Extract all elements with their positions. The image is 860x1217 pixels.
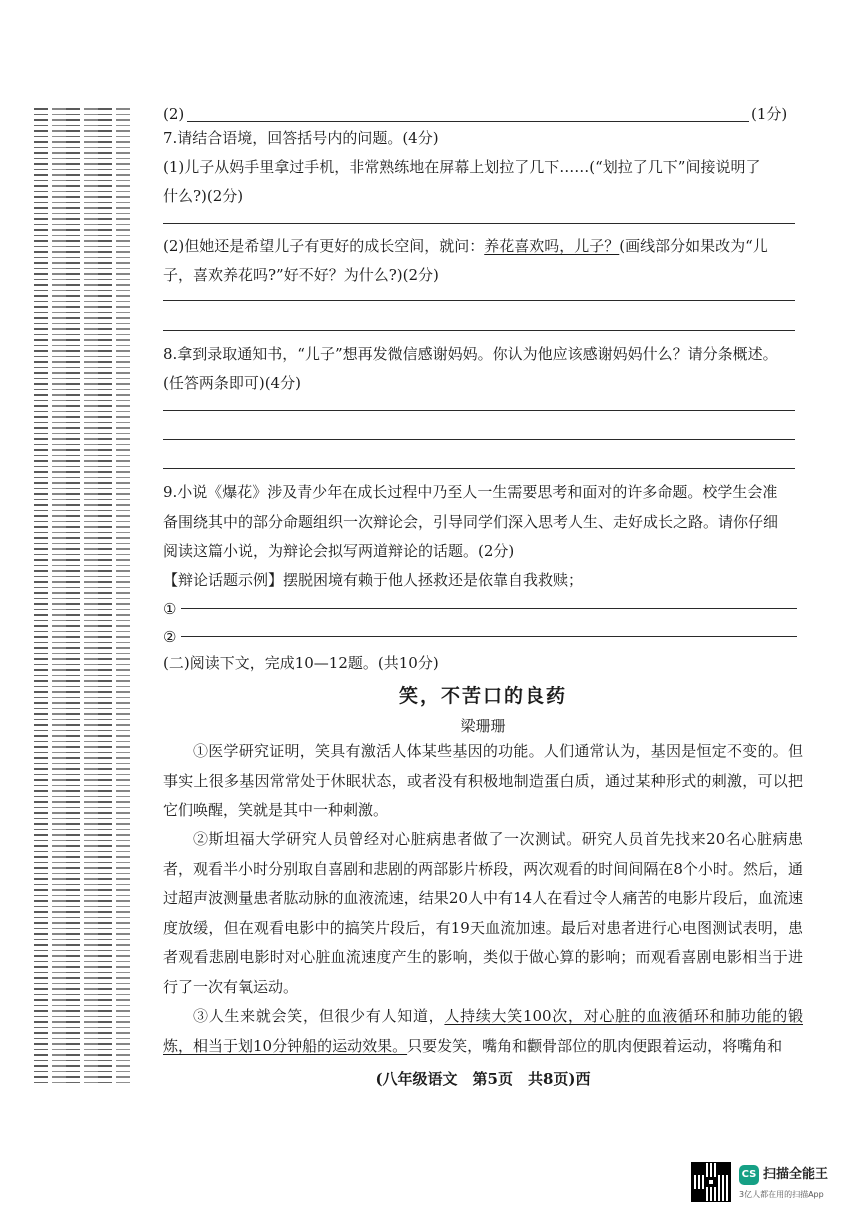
- article-paragraph-3: ③人生来就会笑，但很少有人知道，人持续大笑100次，对心脏的血液循环和肺功能的锻炼，相当于划10分钟船的运动效果。只要发笑，嘴角和颧骨部位的肌肉便跟着运动，将嘴角和: [163, 1007, 803, 1055]
- q9-line2: 备围绕其中的部分命题组织一次辩论会，引导同学们深入思考人生、走好成长之路。请你仔细: [163, 513, 779, 531]
- q7-stem: 7.请结合语境，回答括号内的问题。(4分): [163, 129, 439, 147]
- section-heading: (二)阅读下文，完成10—12题。(共10分): [163, 654, 439, 672]
- q9-line3: 阅读这篇小说，为辩论会拟写两道辩论的话题。(2分): [163, 542, 515, 560]
- q9-line1: 9.小说《爆花》涉及青少年在成长过程中乃至人一生需要思考和面对的许多命题。校学生会准: [163, 483, 778, 501]
- q7-1-line1: (1)儿子从妈手里拿过手机，非常熟练地在屏幕上划拉了几下……(“划拉了几下”间接说明了: [163, 158, 761, 176]
- article-title: 笑，不苦口的良药: [398, 685, 567, 707]
- answer-line[interactable]: [181, 608, 797, 609]
- q7-2-line2: 子，喜欢养花吗?”好不好？为什么?)(2分): [163, 266, 439, 284]
- article-paragraph-1: ①医学研究证明，笑具有激活人体某些基因的功能。人们通常认为，基因是恒定不变的。但事实上很多基因常常处于休眠状态，或者没有积极地制造蛋白质，通过某种形式的刺激，可以把它们唤醒，笑就是其中一种刺激。: [163, 742, 803, 819]
- article-author: 梁珊珊: [460, 717, 506, 735]
- q6-2-score: (1分): [751, 105, 788, 123]
- page-footer: (八年级语文 第5页 共8页)西: [375, 1070, 591, 1088]
- binding-strip: [34, 108, 132, 1083]
- answer-line[interactable]: [187, 121, 749, 122]
- q9-mark-1: ①: [163, 600, 177, 618]
- answer-line[interactable]: [163, 468, 795, 469]
- q7-2-line1: (2)但她还是希望儿子有更好的成长空间，就问：养花喜欢吗，儿子？(画线部分如果改为“儿: [163, 237, 768, 255]
- answer-line[interactable]: [163, 330, 795, 331]
- answer-line[interactable]: [163, 439, 795, 440]
- camscanner-logo-icon: CS: [739, 1165, 759, 1185]
- para3-underlined: 人持续大笑100次，对心脏的血液循环和肺功能的锻炼，相当于划10分钟船的运动效果。: [163, 1007, 803, 1055]
- q6-2-label: (2): [163, 105, 185, 123]
- answer-line[interactable]: [181, 636, 797, 637]
- q7-1-line2: 什么?)(2分): [163, 187, 244, 205]
- q9-mark-2: ②: [163, 628, 177, 646]
- q7-2-underlined: 养花喜欢吗，儿子？: [484, 237, 620, 255]
- q8-line2: (任答两条即可)(4分): [163, 374, 301, 392]
- answer-line[interactable]: [163, 410, 795, 411]
- qr-code-icon: [692, 1163, 730, 1201]
- q8-line1: 8.拿到录取通知书，“儿子”想再发微信感谢妈妈。你认为他应该感谢妈妈什么？请分条概述。: [163, 345, 778, 363]
- answer-line[interactable]: [163, 223, 795, 224]
- answer-line[interactable]: [163, 300, 795, 301]
- scanner-app-tagline: 3亿人都在用的扫描App: [739, 1190, 824, 1199]
- scanner-app-name: 扫描全能王: [763, 1167, 829, 1182]
- article-paragraph-2: ②斯坦福大学研究人员曾经对心脏病患者做了一次测试。研究人员首先找来20名心脏病患者，观看半小时分别取自喜剧和悲剧的两部影片桥段，两次观看的时间间隔在8个小时。然后，通过超声波测量患者肱动脉的血液流速，结果20人中有14人在看过令人痛苦的电影片段后，血流速度放缓，但在观看电影中的搞笑片段后，有19天血流加速。最后对患者进行心电图测试表明，患者观看悲剧电影时对心脏血流速度产生的影响，类似于做心算的影响；而观看喜剧电影相当于进行了一次有氧运动。: [163, 830, 803, 996]
- q9-example: 【辩论话题示例】摆脱困境有赖于他人拯救还是依靠自我救赎；: [163, 571, 584, 589]
